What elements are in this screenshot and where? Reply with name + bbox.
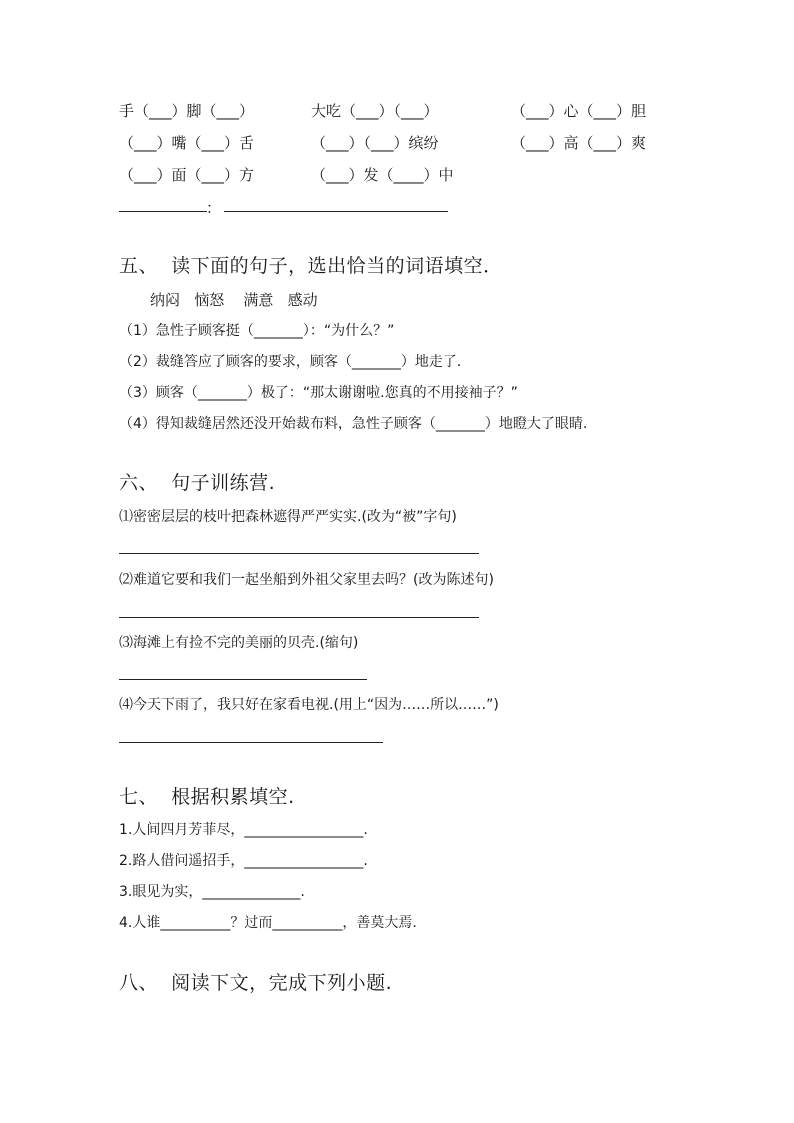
section-6-item-1: ⑴密密层层的枝叶把森林遮得严严实实.(改为“被”字句) [119,509,457,525]
section-6-item-3: ⑶海滩上有捡不完的美丽的贝壳.(缩句) [119,635,359,651]
section-6-item-4: ⑷今天下雨了，我只好在家看电视.(用上“因为……所以……”) [119,697,499,713]
idiom-cell-1-3: （___）心（___）胆 [511,102,647,120]
idiom-cell-1-2: 大吃（___）（___） [311,102,439,120]
section-7-item-2: 2.路人借问遥招手，_________________. [119,853,368,869]
section-7-item-1: 1.人间四月芳菲尽，_________________. [119,822,368,838]
section-6-item-2: ⑵难道它要和我们一起坐船到外祖父家里去吗？(改为陈述句) [119,572,494,588]
answer-line-long[interactable] [224,211,448,212]
idiom-cell-3-2: （___）发（____）中 [311,166,454,184]
section-5-title: 五、 读下面的句子，选出恰当的词语填空． [119,255,503,277]
word-bank: 纳闷 恼怒 满意 感动 [150,291,318,309]
section-7-item-4: 4.人谁__________？过而__________，善莫大焉. [119,915,417,931]
section-6-title: 六、 句子训练营. [119,472,276,494]
section-5-item-4: （4）得知裁缝居然还没开始裁布料，急性子顾客（_______）地瞪大了眼睛. [119,416,588,432]
section-6-answer-line-2[interactable] [119,617,479,618]
section-5-item-1: （1）急性子顾客挺（_______）：“为什么？” [119,323,395,339]
section-6-answer-line-3[interactable] [119,679,367,680]
section-6-answer-line-1[interactable] [119,553,479,554]
idiom-cell-2-1: （___）嘴（___）舌 [119,134,255,152]
section-8-title: 八、 阅读下文，完成下列小题. [119,972,393,994]
answer-colon: ： [206,199,222,217]
idiom-cell-2-2: （___）（___）缤纷 [311,134,439,152]
section-5-item-2: （2）裁缝答应了顾客的要求，顾客（_______）地走了． [119,354,471,370]
section-7-item-3: 3.眼见为实，______________. [119,884,305,900]
section-5-item-3: （3）顾客（_______）极了：“那太谢谢啦.您真的不用接袖子？” [119,385,518,401]
section-6-answer-line-4[interactable] [119,742,383,743]
section-7-title: 七、 根据积累填空. [119,786,295,808]
answer-line-short[interactable] [119,211,207,212]
idiom-cell-1-1: 手（___）脚（___） [119,102,255,120]
idiom-cell-3-1: （___）面（___）方 [119,166,255,184]
idiom-cell-2-3: （___）高（___）爽 [511,134,647,152]
